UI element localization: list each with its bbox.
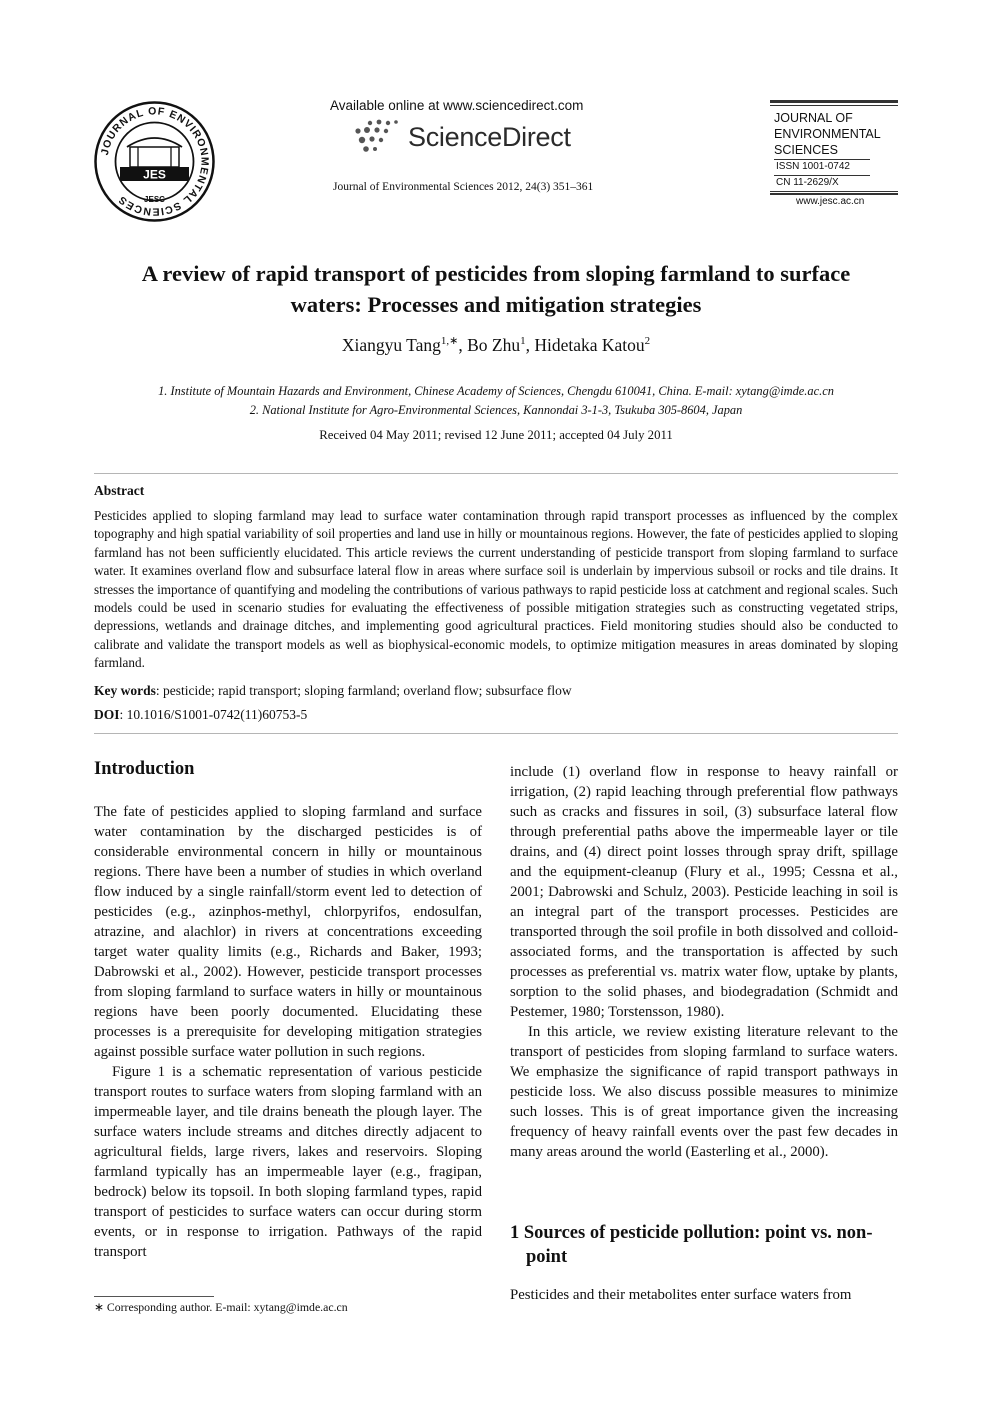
doi xyxy=(94,707,898,723)
keywords-label: Key words xyxy=(94,683,156,698)
journal-citation: Journal of Environmental Sciences 2012, 24(3) 351–361 xyxy=(333,181,594,193)
title-line: waters: Processes and mitigation strategies xyxy=(290,292,702,317)
seal-band-text: JES xyxy=(143,167,166,182)
sciencedirect-wordmark: ScienceDirect xyxy=(408,122,571,152)
journal-website-link[interactable]: www.jesc.ac.cn xyxy=(796,196,865,207)
keywords-list: : pesticide; rapid transport; sloping farmland; overland flow; subsurface flow xyxy=(155,683,572,698)
seal-ring-text: JOURNAL OF ENVIRONMENTAL SCIENCES xyxy=(98,105,211,218)
sciencedirect-dots-icon xyxy=(352,118,400,156)
section-heading-sources: 1 Sources of pesticide pollution: point vs. non-point xyxy=(510,1223,873,1267)
affiliations xyxy=(60,382,932,420)
doi-value[interactable]: : 10.1016/S1001-0742(11)60753-5 xyxy=(119,707,308,722)
author-name: Xiangyu Tang xyxy=(341,334,441,355)
journal-name xyxy=(774,110,881,158)
author-affiliation-mark: 1 xyxy=(520,335,526,347)
journal-name-line: JOURNAL OF xyxy=(774,111,853,125)
author-list: Xiangyu Tang$^{1,∗}$, Bo Zhu$^1$, Hidetaka Katou$^2$ xyxy=(341,334,651,355)
author-name: Hidetaka Katou xyxy=(534,334,645,355)
journal-issn: ISSN 1001-0742 xyxy=(776,161,850,172)
paragraph: Pesticides and their metabolites enter surface waters from xyxy=(510,1287,852,1303)
journal-name-line: ENVIRONMENTAL xyxy=(774,127,881,141)
journal-seal-logo xyxy=(92,99,217,224)
right-column xyxy=(510,762,898,1162)
footnote-rule xyxy=(94,1296,214,1297)
divider xyxy=(94,733,898,734)
sciencedirect-availability[interactable]: Available online at www.sciencedirect.com xyxy=(330,98,584,113)
affiliation: 1. Institute of Mountain Hazards and Environment, Chinese Academy of Sciences, Chengdu 610041, China. E-mail: xytang@imde.ac.cn xyxy=(158,384,834,398)
jes-seal-icon xyxy=(92,99,217,224)
author-name: Bo Zhu xyxy=(467,334,521,355)
section-heading-introduction: Introduction xyxy=(94,759,195,779)
paragraph: include (1) overland flow in response to heavy rainfall or irrigation, (2) rapid leaching through preferential flow pathways such as cracks and fissures in soil, (3) subsurface lateral flow through preferential paths above the impermeable layer or tile drains, and (4) direct point losses through spray drift, spillage and the equipment-cleanup (Flury et al., 1995; Cessna et al., 2001; Dabrowski and Schulz, 2003). Pesticide leaching in soil is an integral part of the transport processes. Pesticides are transported through the soil profile in both dissolved and colloid-associated forms, and the transportation is affected by such processes as preferential vs. matrix water flow, uptake by plants, sorption to the solid phases, and biodegradation (Schmidt and Pestemer, 1980; Torstensson, 1980). xyxy=(510,764,898,1020)
seal-bottom-text: JESC xyxy=(144,195,165,204)
divider xyxy=(94,473,898,474)
author-affiliation-mark: 2 xyxy=(644,335,651,347)
journal-cn: CN 11-2629/X xyxy=(776,177,839,188)
doi-label: DOI xyxy=(94,707,120,722)
journal-name-line: SCIENCES xyxy=(774,143,838,157)
article-title xyxy=(60,258,932,320)
corresponding-author-footnote: ∗ Corresponding author. E-mail: xytang@imde.ac.cn xyxy=(94,1300,348,1314)
affiliation: 2. National Institute for Agro-Environmental Sciences, Kannondai 3-1-3, Tsukuba 305-8604, Japan xyxy=(249,403,743,417)
paragraph: Figure 1 is a schematic representation of various pesticide transport routes to surface waters from sloping farmland with an impermeable layer, and tile drains beneath the plough layer. The surface waters include streams and ditches directly adjacent to agricultural fields, large rivers, lakes and reservoirs. Sloping farmland typically has an impermeable layer (e.g., fragipan, bedrock) below its topsoil. In both sloping farmland types, rapid transport of pesticides to surface waters can occur during storm events, or in response to irrigation. Pathways of the rapid transport xyxy=(94,1064,482,1260)
left-column xyxy=(94,802,482,1262)
author-affiliation-mark: 1,∗ xyxy=(440,335,459,347)
paragraph: In this article, we review existing literature relevant to the transport of pesticides from sloping farmland to surface waters. We emphasize the significance of rapid transport pathways in pesticide loss. We also discuss possible measures to minimize such losses. This is of great importance given the increasing frequency of heavy rainfall events over the past few decades in many areas around the world (Easterling et al., 2000). xyxy=(510,1024,898,1160)
keywords xyxy=(94,683,898,699)
abstract-text: Pesticides applied to sloping farmland may lead to surface water contamination through rapid transport processes as influenced by the complex topography and high spatial variability of soil properties and land use in hilly or mountainous regions. However, the fate of pesticides applied to sloping farmland has not been sufficiently elucidated. This article reviews the current understanding of pesticide transport from sloping farmland to surface water. It examines overland flow and subsurface lateral flow in areas where surface soil is underlain by impervious subsoil or rocks and tile drains. It stresses the importance of quantifying and modeling the contributions of various pathways to rapid pesticide loss at catchment and regional scales. Such models could be used in scenario studies for evaluating the effectiveness of possible mitigation strategies such as constructing vegetated strips, depressions, wetlands and drainage ditches, and implementing good agricultural practices. Field monitoring studies should also be conducted to calibrate and validate the transport models as well as biophysical-economic models, to optimize mitigation measures in areas dominated by sloping farmland. xyxy=(94,508,898,671)
title-line: A review of rapid transport of pesticides from sloping farmland to surface xyxy=(141,261,851,286)
paragraph: The fate of pesticides applied to sloping farmland and surface water contamination by the discharged pesticides is of considerable environmental concern in hilly or mountainous regions. There have been a number of studies in which overland flow induced by a single rainfall/storm event led to detection of pesticides (e.g., azinphos-methyl, chlorpyrifos, endosulfan, atrazine, and alachlor) in rivers at concentrations exceeding target water quality limits (e.g., Richards and Baker, 1993; Dabrowski et al., 2002). However, pesticide transport processes from sloping farmland to surface waters in hilly or mountainous regions have been poorly documented. Elucidating these processes is a prerequisite for developing mitigation strategies against possible surface water pollution in such regions. xyxy=(94,804,482,1060)
abstract-heading: Abstract xyxy=(94,483,145,498)
article-dates: Received 04 May 2011; revised 12 June 2011; accepted 04 July 2011 xyxy=(319,428,673,442)
